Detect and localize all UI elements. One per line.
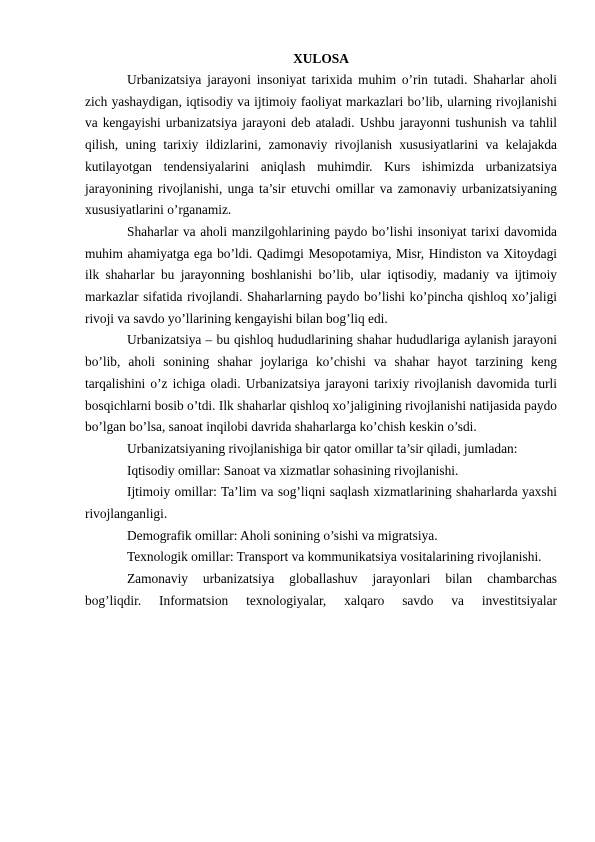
paragraph-definition: Urbanizatsiya – bu qishloq hududlarining shahar hududlariga aylanish jarayoni bo’lib, aholi sonining shahar joylariga ko’chishi va shahar hayot tarzining keng tarqalishini o’z ichiga oladi. Urbanizatsiya jarayoni tarixiy rivojlanish davomida turli bosqichlarni bosib o’tdi. Ilk shaharlar qishloq xo’jaligining rivojlanishi natijasida paydo bo’lgan bo’lsa, sanoat inqilobi davrida shaharlarga ko’chish keskin o’sdi. <box>85 332 557 435</box>
paragraph-social-factors: Ijtimoiy omillar: Ta’lim va sog’liqni saqlash xizmatlarining shaharlarda yaxshi rivojlanganligi. <box>85 484 557 522</box>
paragraph-economic-factors: Iqtisodiy omillar: Sanoat va xizmatlar sohasining rivojlanishi. <box>127 462 459 478</box>
paragraph-intro: Urbanizatsiya jarayoni insoniyat tarixida muhim o’rin tutadi. Shaharlar aholi zich yashaydigan, iqtisodiy va ijtimoiy faoliyat markazlari bo’lib, ularning rivojlanishi va kengayishi urbanizatsiya jarayoni deb ataladi. Ushbu jarayonni tushunish va tahlil qilish, uning tarixiy ildizlarini, zamonaviy rivojlanish xususiyatlarini va kelajakda kutilayotgan tendensiyalarini aniqlash muhimdir. Kurs ishimizda urbanizatsiya jarayonining rivojlanishi, unga ta’sir etuvchi omillar va zamonaviy urbanizatsiyaning xususiyatlarini o’rganamiz. <box>85 72 557 218</box>
paragraph-technological-factors: Texnologik omillar: Transport va kommunikatsiya vositalarining rivojlanishi. <box>127 549 542 565</box>
paragraph-demographic-factors: Demografik omillar: Aholi sonining o’sishi va migratsiya. <box>127 527 438 543</box>
paragraph-modern-urbanization: Zamonaviy urbanizatsiya globallashuv jarayonlari bilan chambarchas bog’liqdir. Informatsion texnologiyalar, xalqaro savdo va investitsiyalar <box>85 571 557 608</box>
section-title: XULOSA <box>293 51 349 66</box>
paragraph-history: Shaharlar va aholi manzilgohlarining paydo bo’lishi insoniyat tarixi davomida muhim ahamiyatga ega bo’ldi. Qadimgi Mesopotamiya, Misr, Hindiston va Xitoydagi ilk shaharlar bu jarayonning boshlanishi bo’lib, ular iqtisodiy, madaniy va ijtimoiy markazlar sifatida rivojlandi. Shaharlarning paydo bo’lishi ko’pincha qishloq xo’jaligi rivoji va savdo yo’llarining kengayishi bilan bog’liq edi. <box>85 223 557 326</box>
document-body <box>85 49 557 612</box>
paragraph-factors-intro: Urbanizatsiyaning rivojlanishiga bir qator omillar ta’sir qiladi, jumladan: <box>127 440 518 456</box>
